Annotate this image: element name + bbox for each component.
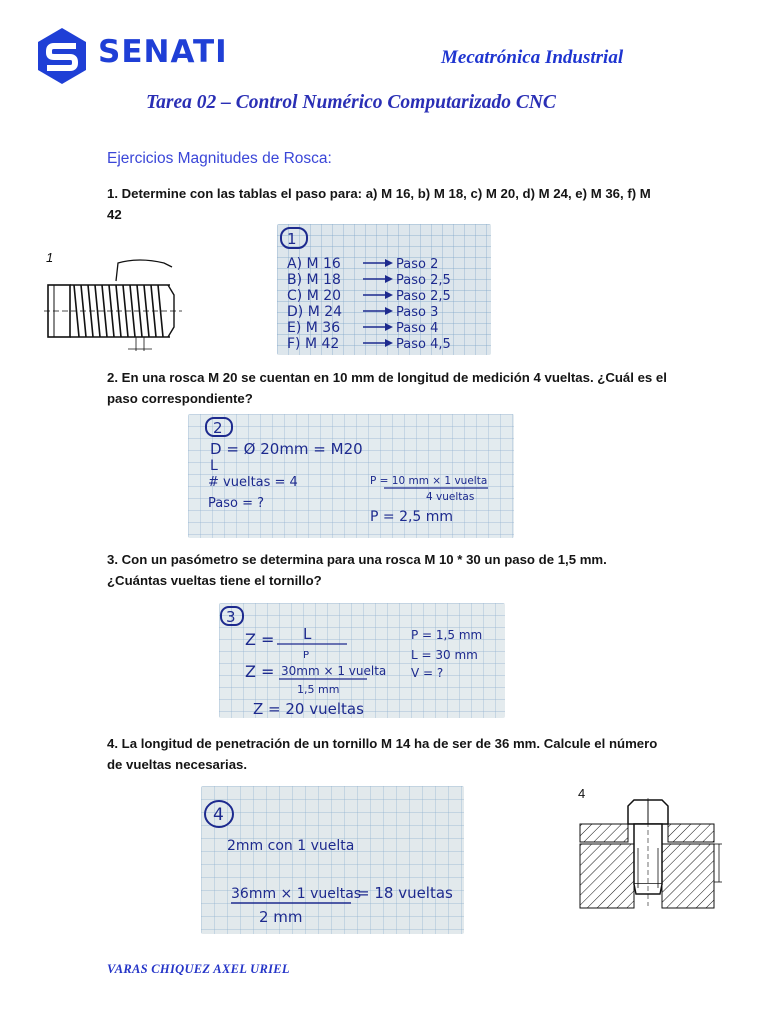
- answer-3-z-lhs: Z =: [245, 630, 275, 649]
- senati-logo-icon: [33, 27, 91, 85]
- bolt-assembly-drawing: [578, 798, 724, 910]
- answer-4-line1: 2mm con 1 vuelta: [227, 838, 355, 854]
- answer-1-photo: [277, 224, 491, 355]
- answer-2-photo: [188, 414, 514, 538]
- question-1: 1. Determine con las tablas el paso para: a) M 16, b) M 18, c) M 20, d) M 24, e) M 36, f) M 42: [107, 186, 651, 222]
- answer-3-given-1: P = 1,5 mm: [411, 628, 483, 642]
- answer-1-item-2: C) M 20: [287, 288, 342, 304]
- answer-3-given-3: V = ?: [411, 666, 444, 680]
- answer-2-result: P = 2,5 mm: [370, 509, 454, 525]
- answer-4-result: = 18 vueltas: [357, 884, 453, 902]
- figure-1-label: 1: [46, 250, 54, 265]
- answer-4-number: 4: [213, 805, 224, 825]
- answer-1-result-2: Paso 2,5: [396, 289, 451, 304]
- section-title: Ejercicios Magnitudes de Rosca:: [107, 150, 332, 167]
- question-2: 2. En una rosca M 20 se cuentan en 10 mm de longitud de medición 4 vueltas. ¿Cuál es el paso correspondiente?: [107, 370, 667, 406]
- answer-1-item-4: E) M 36: [287, 320, 341, 336]
- department-label: Mecatrónica Industrial: [441, 47, 624, 68]
- answer-1-item-0: A) M 16: [287, 256, 341, 272]
- answer-1-result-1: Paso 2,5: [396, 273, 451, 288]
- answer-1-number: 1: [287, 230, 297, 248]
- answer-1-item-1: B) M 18: [287, 272, 341, 288]
- answer-3-number: 3: [226, 608, 236, 626]
- answer-2-line3: # vueltas = 4: [208, 475, 298, 490]
- answer-1-result-5: Paso 4,5: [396, 337, 451, 352]
- answer-3-photo: [219, 603, 505, 718]
- answer-2-formula-den: 4 vueltas: [426, 491, 475, 503]
- answer-1-item-3: D) M 24: [287, 304, 343, 320]
- answer-2-formula-num: P = 10 mm × 1 vuelta: [370, 475, 488, 487]
- answer-1-item-5: F) M 42: [287, 336, 340, 352]
- answer-2-number: 2: [213, 419, 223, 437]
- answer-3-z2-lhs: Z =: [245, 662, 275, 681]
- answer-4-frac-den: 2 mm: [259, 908, 303, 926]
- answer-2-line4: Paso = ?: [208, 496, 265, 511]
- brand-name: SENATI: [98, 34, 228, 70]
- answer-3-result: Z = 20 vueltas: [253, 700, 364, 718]
- answer-3-z-den: P: [303, 650, 310, 661]
- page-title: Tarea 02 – Control Numérico Computarizado CNC: [146, 92, 556, 113]
- answer-3-z2-den: 1,5 mm: [297, 683, 340, 696]
- answer-2-line1: D = Ø 20mm = M20: [210, 440, 363, 458]
- answer-3-given-2: L = 30 mm: [411, 648, 478, 662]
- author-name: VARAS CHIQUEZ AXEL URIEL: [107, 962, 290, 976]
- answer-1-result-3: Paso 3: [396, 305, 439, 320]
- answer-4-frac-num: 36mm × 1 vueltas: [231, 886, 362, 902]
- answer-3-z-num: L: [303, 625, 312, 643]
- answer-1-result-4: Paso 4: [396, 321, 439, 336]
- question-4: 4. La longitud de penetración de un tornillo M 14 ha de ser de 36 mm. Calcule el número de vueltas necesarias.: [107, 736, 658, 772]
- figure-4-label: 4: [578, 786, 586, 801]
- bolt-thread-drawing: [44, 255, 184, 355]
- answer-1-result-0: Paso 2: [396, 257, 439, 272]
- answer-3-z2-num: 30mm × 1 vuelta: [281, 664, 387, 678]
- answer-4-photo: [201, 786, 464, 934]
- question-3: 3. Con un pasómetro se determina para una rosca M 10 * 30 un paso de 1,5 mm. ¿Cuántas vueltas tiene el tornillo?: [107, 552, 607, 588]
- answer-2-line2: L: [210, 458, 218, 474]
